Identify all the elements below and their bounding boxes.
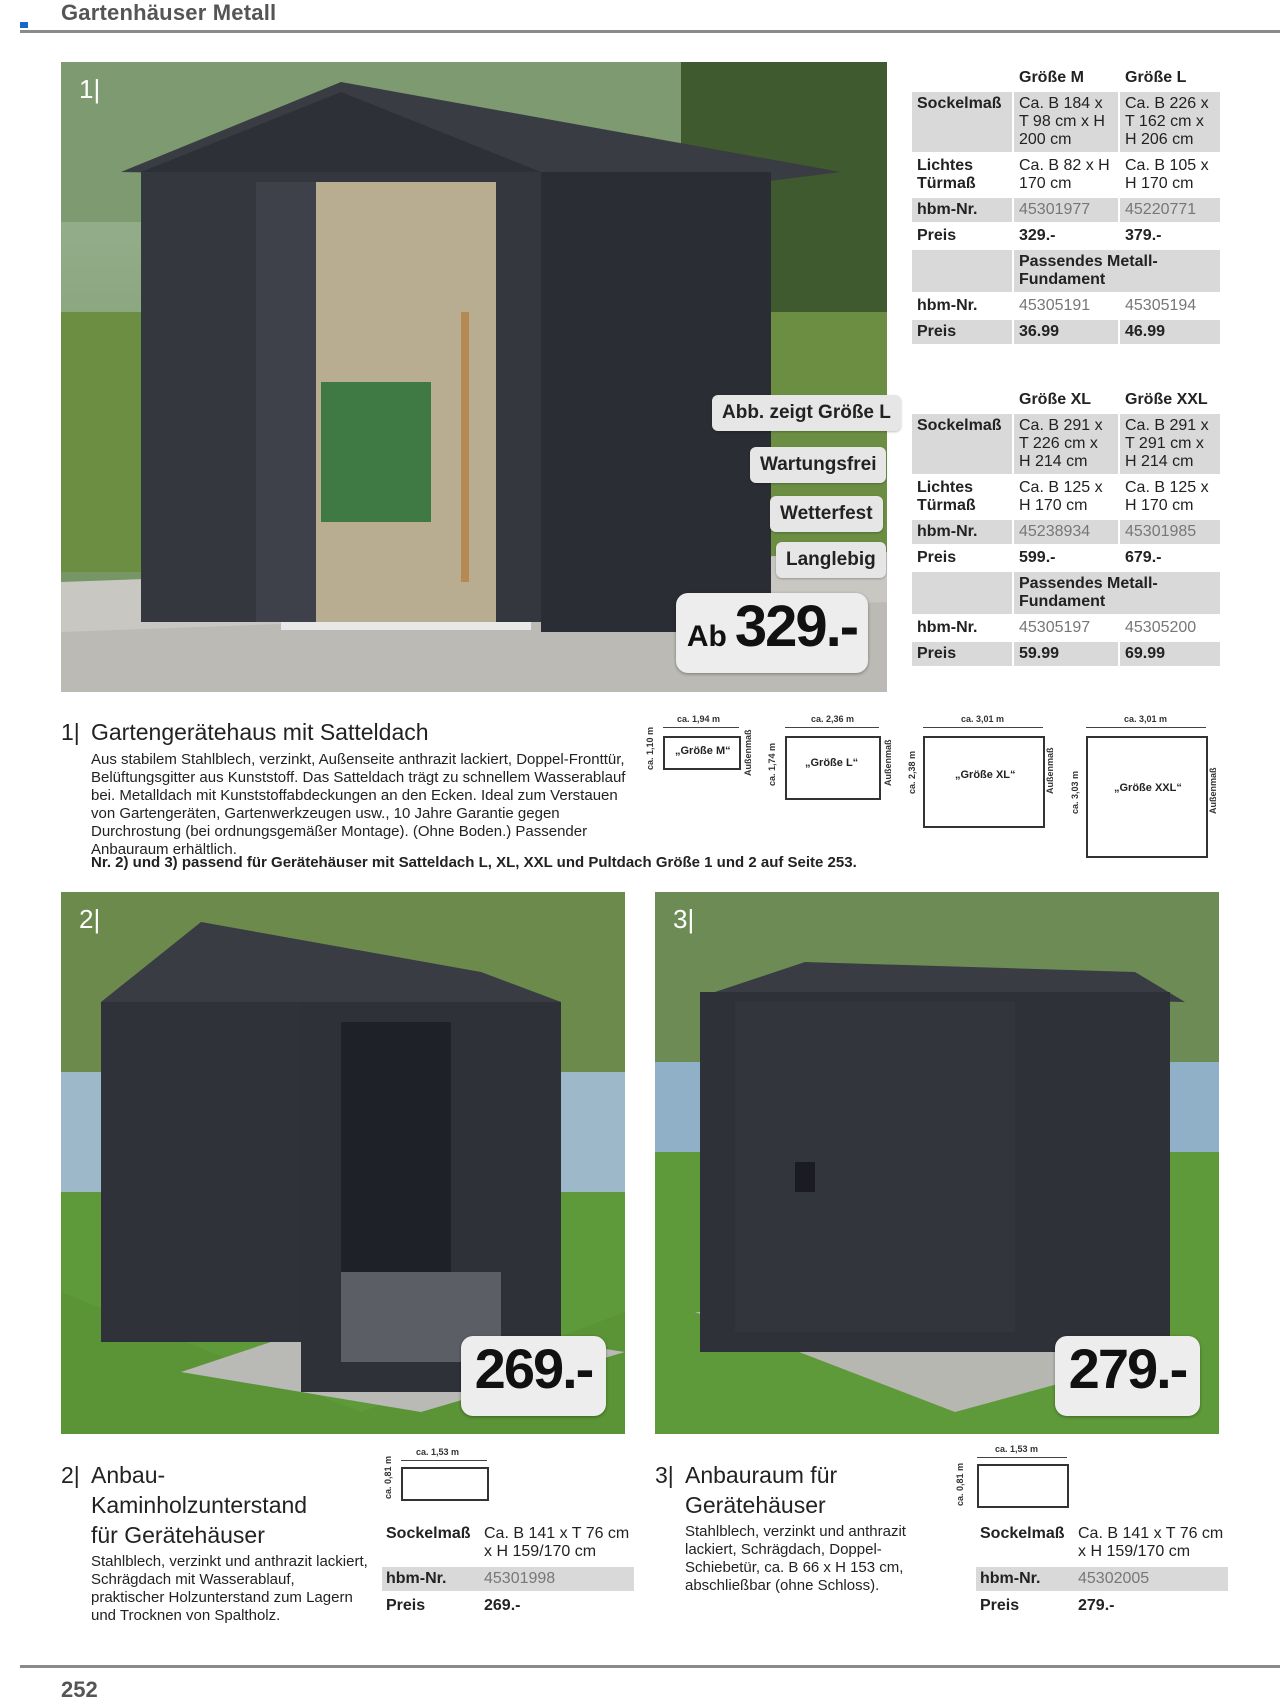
header-marker [20,22,28,28]
cell: 59.99 [1014,642,1118,666]
price-value: 329.- [734,594,858,659]
cell: 679.- [1125,549,1162,566]
cell: 45302005 [1074,1567,1228,1591]
callout-abb-zeigt: Abb. zeigt Größe L [712,395,901,431]
floor-plan-l [765,714,900,804]
item-title: Gartengerätehaus mit Satteldach [91,719,429,745]
plan-outline [977,1464,1069,1508]
item2-spec-table [382,1522,634,1621]
image-number: 3| [673,904,695,934]
cell: 46.99 [1120,320,1220,344]
fundament-label: Passendes Metall-Fundament [1014,250,1220,292]
price-prefix: Ab [686,620,727,653]
cell: Ca. B 105 x H 170 cm [1125,157,1209,192]
item3-spec-table [976,1522,1228,1621]
cell: 45220771 [1120,198,1220,222]
plan-width-label: ca. 2,36 m [811,714,855,724]
plan-side-label: Außenmaß [883,739,893,786]
cell: Ca. B 291 x T 226 cm x H 214 cm [1014,414,1118,474]
item2-price-badge [461,1336,606,1416]
spec-table-xl-xxl [912,388,1222,668]
row-label: hbm-Nr. [912,520,1012,544]
price-value: 269.- [474,1337,593,1400]
cell: Ca. B 141 x T 76 cm x H 159/170 cm [1078,1525,1224,1560]
row-label: Preis [912,642,1012,666]
item-title-line: Gerätehäuser [685,1492,826,1518]
header-rule [20,30,1280,33]
item1-heading [61,717,661,747]
cell: 69.99 [1120,642,1220,666]
plan-depth-label: ca. 0,81 m [383,1455,393,1499]
footer-rule [20,1665,1280,1668]
row-label: Preis [980,1597,1020,1614]
hero-price-badge [676,593,868,673]
cell: Ca. B 291 x T 291 cm x H 214 cm [1120,414,1220,474]
col-header: Größe L [1125,69,1187,86]
plan-depth-label: ca. 3,03 m [1070,770,1080,814]
cell: 45238934 [1014,520,1118,544]
floor-plan-m [645,714,760,776]
row-label: Sockelmaß [386,1525,471,1542]
cell: 379.- [1125,227,1162,244]
callout-langlebig: Langlebig [776,542,886,578]
page-title: Gartenhäuser Metall [61,0,277,25]
callout-wetterfest: Wetterfest [770,496,883,532]
col-header: Größe M [1019,69,1084,86]
plan-side-label: Außenmaß [743,729,753,776]
plan-width-label: ca. 3,01 m [1124,714,1168,724]
cell: 45301985 [1120,520,1220,544]
row-label: Sockelmaß [912,414,1012,474]
col-header: Größe XXL [1125,391,1208,408]
cell: 269.- [484,1597,521,1614]
plan-name: „Größe L“ [805,757,859,769]
cell: Ca. B 141 x T 76 cm x H 159/170 cm [484,1525,630,1560]
item3-price-badge [1055,1336,1200,1416]
callout-wartungsfrei: Wartungsfrei [750,447,886,483]
cell: Ca. B 82 x H 170 cm [1019,157,1110,192]
cell: 45301998 [480,1567,634,1591]
col-header: Größe XL [1019,391,1092,408]
row-label: Sockelmaß [980,1525,1065,1542]
cell: 45305194 [1125,297,1197,314]
item1-note: Nr. 2) und 3) passend für Gerätehäuser mit Satteldach L, XL, XXL und Pultdach Größe 1 und 2 auf Seite 253. [91,854,857,871]
fundament-label: Passendes Metall-Fundament [1014,572,1220,614]
row-label: hbm-Nr. [917,619,978,636]
plan-side-label: Außenmaß [1208,767,1218,814]
row-label: hbm-Nr. [912,198,1012,222]
cell: Ca. B 125 x H 170 cm [1125,479,1209,514]
row-label: Sockelmaß [912,92,1012,152]
plan-name: „Größe XL“ [955,769,1016,781]
plan-outline [923,736,1045,828]
row-label: Lichtes Türmaß [917,479,976,514]
plan-depth-label: ca. 2,38 m [907,750,917,794]
item-number: 2| [61,1462,80,1488]
item-number: 1| [61,719,80,745]
item-number: 3| [655,1462,674,1488]
floor-plan-xxl [1068,714,1228,854]
item2-description: Stahlblech, verzinkt und anthrazit lackiert, Schrägdach mit Wasserablauf, praktischer Holzunterstand zum Lagern und Trocknen von Spaltholz. [91,1553,368,1624]
cell: Ca. B 184 x T 98 cm x H 200 cm [1014,92,1118,152]
plan-name: „Größe XXL“ [1114,782,1182,794]
plan-depth-label: ca. 0,81 m [955,1462,965,1506]
plan-width-label: ca. 3,01 m [961,714,1005,724]
plan-side-label: Außenmaß [1045,747,1055,794]
cell: 36.99 [1014,320,1118,344]
price-value: 279.- [1068,1337,1187,1400]
image-number: 2| [79,904,101,934]
row-label: Preis [917,227,957,244]
row-label: hbm-Nr. [976,1567,1074,1591]
row-label: hbm-Nr. [382,1567,480,1591]
plan-width-label: ca. 1,53 m [416,1447,460,1457]
item-title-line: Anbau- [91,1462,166,1488]
row-label: Preis [917,549,957,566]
row-label: Preis [386,1597,426,1614]
item1-description: Aus stabilem Stahlblech, verzinkt, Außenseite anthrazit lackiert, Doppel-Fronttür, Belüftungsgitter aus Kunststoff. Das Satteldach trägt zu schnellem Wasserablauf bei. Metalldach mit Kunststoffabdeckungen an den Ecken. Ideal zum Verstauen von Gartengeräten, Gartenwerkzeugen usw., 10 Jahre Garantie gegen Durchrostung (bei ordnungsgemäßer Montage). (Ohne Boden.) Passender Anbauraum erhältlich. [91,751,626,858]
item3-heading [655,1460,955,1520]
row-label: Preis [912,320,1012,344]
plan-outline [401,1467,489,1501]
item2-floor-plan [383,1447,493,1505]
plan-width-label: ca. 1,94 m [677,714,721,724]
item-title-line: Anbauraum für [685,1462,838,1488]
item-title-line: für Gerätehäuser [91,1522,265,1548]
item-title-line: Kaminholzunterstand [91,1492,308,1518]
page-number: 252 [61,1677,98,1702]
cell: 279.- [1078,1597,1115,1614]
cell: 45305191 [1019,297,1091,314]
cell: 45301977 [1014,198,1118,222]
item2-heading [61,1460,381,1550]
cell: Ca. B 125 x H 170 cm [1019,479,1103,514]
cell: 599.- [1019,549,1056,566]
plan-outline [1086,736,1208,858]
row-label: hbm-Nr. [917,297,978,314]
cell: 45305197 [1019,619,1091,636]
item3-description: Stahlblech, verzinkt und anthrazit lackiert, Schrägdach, Doppel-Schiebetür, ca. B 66 x H 153 cm, abschließbar (ohne Schloss). [685,1523,906,1594]
plan-depth-label: ca. 1,74 m [767,742,777,786]
spec-table-m-l [912,66,1222,346]
cell: 329.- [1019,227,1056,244]
plan-depth-label: ca. 1,10 m [645,726,655,770]
floor-plan-xl [905,714,1055,832]
cell: Ca. B 226 x T 162 cm x H 206 cm [1120,92,1220,152]
item3-floor-plan [955,1444,1075,1510]
row-label: Lichtes Türmaß [917,157,976,192]
image-number: 1| [79,74,101,104]
plan-name: „Größe M“ [675,745,731,757]
plan-width-label: ca. 1,53 m [995,1444,1039,1454]
cell: 45305200 [1125,619,1197,636]
